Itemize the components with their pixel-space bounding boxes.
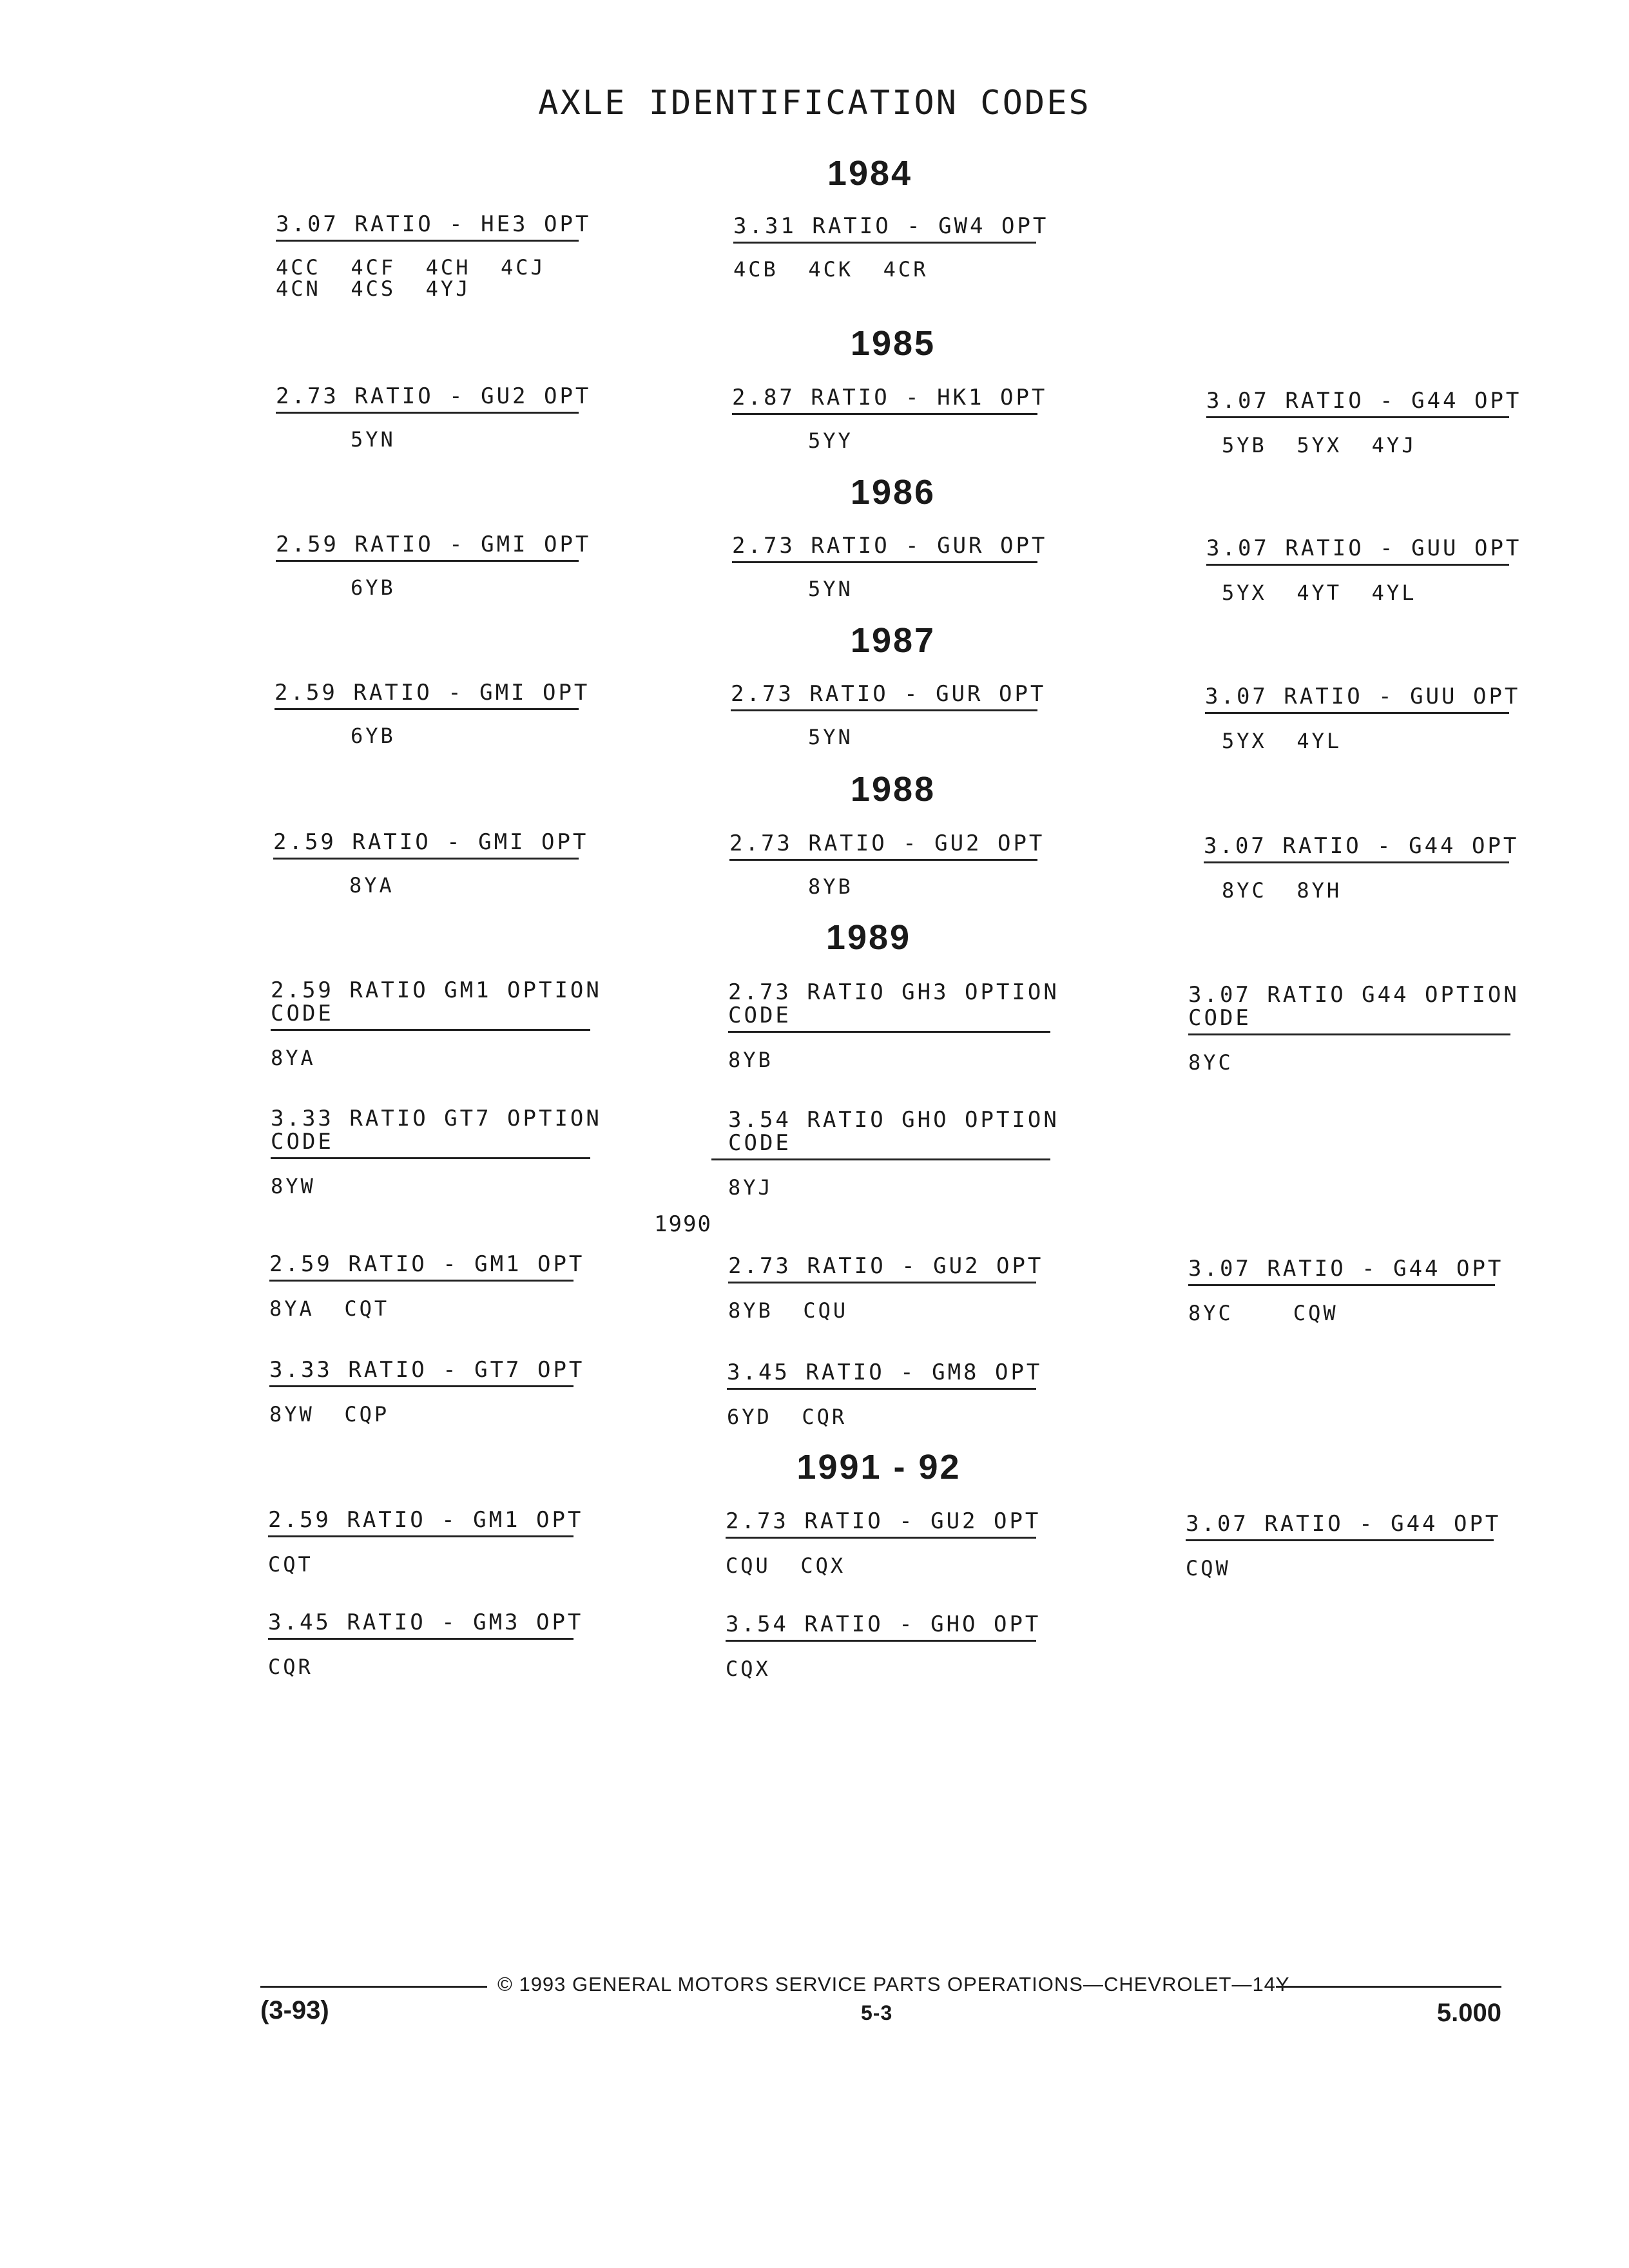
ratio-heading: 2.73 RATIO GH3 OPTION CODE (728, 981, 1050, 1033)
ratio-heading: 3.07 RATIO - G44 OPT (1186, 1512, 1494, 1541)
code-list: 6YB (351, 575, 396, 600)
year-heading-1988: 1988 (850, 770, 936, 809)
ratio-heading: 3.45 RATIO - GM8 OPT (727, 1361, 1036, 1390)
code-list: CQW (1186, 1556, 1231, 1581)
footer-revision-date: (3-93) (260, 1996, 329, 2024)
code-list: CQT (268, 1552, 313, 1577)
code-list: 8YJ (728, 1175, 773, 1200)
footer-page-number: 5-3 (861, 2001, 893, 2024)
ratio-block (273, 829, 589, 898)
year-heading-1991-92: 1991 - 92 (796, 1448, 961, 1486)
code-list: 8YA CQT (269, 1296, 390, 1321)
ratio-heading: 3.07 RATIO - G44 OPT (1206, 389, 1509, 418)
ratio-block (711, 1107, 1059, 1200)
ratio-heading: 3.07 RATIO - G44 OPT (1204, 834, 1509, 863)
code-list: 5YN (808, 725, 853, 749)
ratio-block (276, 383, 592, 452)
ratio-block (728, 979, 1059, 1072)
page-title: AXLE IDENTIFICATION CODES (538, 84, 1091, 122)
ratio-block (731, 681, 1046, 749)
ratio-heading: 2.87 RATIO - HK1 OPT (732, 386, 1037, 415)
code-list: 8YW CQP (269, 1402, 390, 1427)
ratio-heading: 3.07 RATIO - GUU OPT (1205, 685, 1509, 714)
code-list: CQR (268, 1655, 313, 1679)
ratio-heading: 3.54 RATIO GHO OPTION CODE (711, 1108, 1050, 1160)
ratio-heading: 2.73 RATIO - GU2 OPT (276, 385, 579, 414)
code-list: 8YC (1188, 1050, 1233, 1075)
code-list: 8YC CQW (1188, 1301, 1338, 1325)
ratio-heading: 3.07 RATIO - G44 OPT (1188, 1257, 1495, 1286)
ratio-block (727, 1360, 1043, 1429)
ratio-block (1204, 833, 1519, 903)
code-list: 5YY (808, 428, 853, 453)
year-heading-1987: 1987 (850, 621, 936, 660)
year-heading-1990: 1990 (654, 1211, 712, 1237)
code-list: 4CC 4CF 4CH 4CJ 4CN 4CS 4YJ (276, 255, 546, 301)
footer-copyright: © 1993 GENERAL MOTORS SERVICE PARTS OPERATIONS—CHEVROLET—14Y (497, 1973, 1290, 1995)
code-list: 5YX 4YT 4YL (1222, 581, 1417, 605)
year-heading-1985: 1985 (850, 324, 936, 363)
code-list: 8YB (728, 1048, 773, 1072)
ratio-block (1205, 684, 1521, 753)
footer-rule-right (1276, 1986, 1501, 1988)
ratio-block (1188, 982, 1519, 1075)
ratio-block (733, 213, 1049, 282)
code-list: 8YW (271, 1174, 316, 1198)
ratio-heading: 3.54 RATIO - GHO OPT (726, 1613, 1036, 1642)
ratio-heading: 2.73 RATIO - GUR OPT (732, 534, 1037, 563)
ratio-block (732, 533, 1048, 601)
ratio-heading: 2.59 RATIO - GM1 OPT (269, 1253, 574, 1282)
ratio-heading: 2.59 RATIO - GMI OPT (275, 681, 579, 710)
ratio-block (1188, 1256, 1504, 1325)
ratio-heading: 3.07 RATIO G44 OPTION CODE (1188, 983, 1510, 1035)
footer-section-number: 5.000 (1436, 1999, 1501, 2027)
ratio-block (729, 831, 1045, 899)
code-list: 8YA (271, 1046, 316, 1070)
code-list: 5YN (351, 427, 396, 452)
ratio-block (276, 211, 592, 301)
ratio-block (276, 532, 592, 600)
ratio-block (268, 1610, 584, 1679)
footer-rule-left (260, 1986, 487, 1988)
ratio-block (269, 1357, 585, 1427)
ratio-block (726, 1611, 1041, 1681)
ratio-block (271, 1106, 602, 1198)
ratio-block (1206, 535, 1522, 605)
code-list: 8YB CQU (728, 1298, 849, 1323)
year-heading-1989: 1989 (825, 918, 912, 957)
ratio-block (1206, 388, 1522, 457)
ratio-heading: 3.31 RATIO - GW4 OPT (733, 215, 1036, 244)
ratio-block (269, 1251, 585, 1321)
code-list: 6YD CQR (727, 1405, 847, 1429)
code-list: 4CB 4CK 4CR (733, 257, 929, 282)
ratio-heading: 3.33 RATIO GT7 OPTION CODE (271, 1107, 590, 1159)
ratio-heading: 2.59 RATIO - GM1 OPT (268, 1508, 574, 1537)
code-list: CQX (726, 1657, 771, 1681)
code-list: 8YB (808, 874, 853, 899)
ratio-block (1186, 1511, 1501, 1581)
code-list: 5YX 4YL (1222, 729, 1342, 753)
ratio-block (726, 1508, 1041, 1578)
ratio-heading: 2.73 RATIO - GU2 OPT (728, 1254, 1036, 1283)
year-heading-1986: 1986 (850, 473, 936, 512)
code-list: CQU CQX (726, 1553, 846, 1578)
ratio-heading: 2.59 RATIO GM1 OPTION CODE (271, 979, 590, 1031)
ratio-heading: 2.59 RATIO - GMI OPT (276, 533, 579, 562)
year-heading-1984: 1984 (827, 154, 913, 193)
code-list: 8YC 8YH (1222, 878, 1342, 903)
ratio-heading: 2.73 RATIO - GUR OPT (731, 682, 1037, 711)
code-list: 8YA (349, 873, 394, 898)
code-list: 6YB (351, 724, 396, 748)
ratio-block (728, 1253, 1044, 1323)
ratio-heading: 2.59 RATIO - GMI OPT (273, 831, 579, 860)
ratio-block (732, 385, 1048, 453)
ratio-block (275, 680, 590, 748)
code-list: 5YN (808, 577, 853, 601)
ratio-heading: 3.33 RATIO - GT7 OPT (269, 1358, 574, 1387)
ratio-block (271, 977, 602, 1070)
ratio-block (268, 1507, 584, 1577)
ratio-heading: 3.07 RATIO - HE3 OPT (276, 213, 579, 242)
code-list: 5YB 5YX 4YJ (1222, 433, 1417, 457)
ratio-heading: 3.45 RATIO - GM3 OPT (268, 1611, 574, 1640)
ratio-heading: 2.73 RATIO - GU2 OPT (726, 1510, 1036, 1539)
ratio-heading: 3.07 RATIO - GUU OPT (1206, 537, 1509, 566)
ratio-heading: 2.73 RATIO - GU2 OPT (729, 832, 1037, 861)
